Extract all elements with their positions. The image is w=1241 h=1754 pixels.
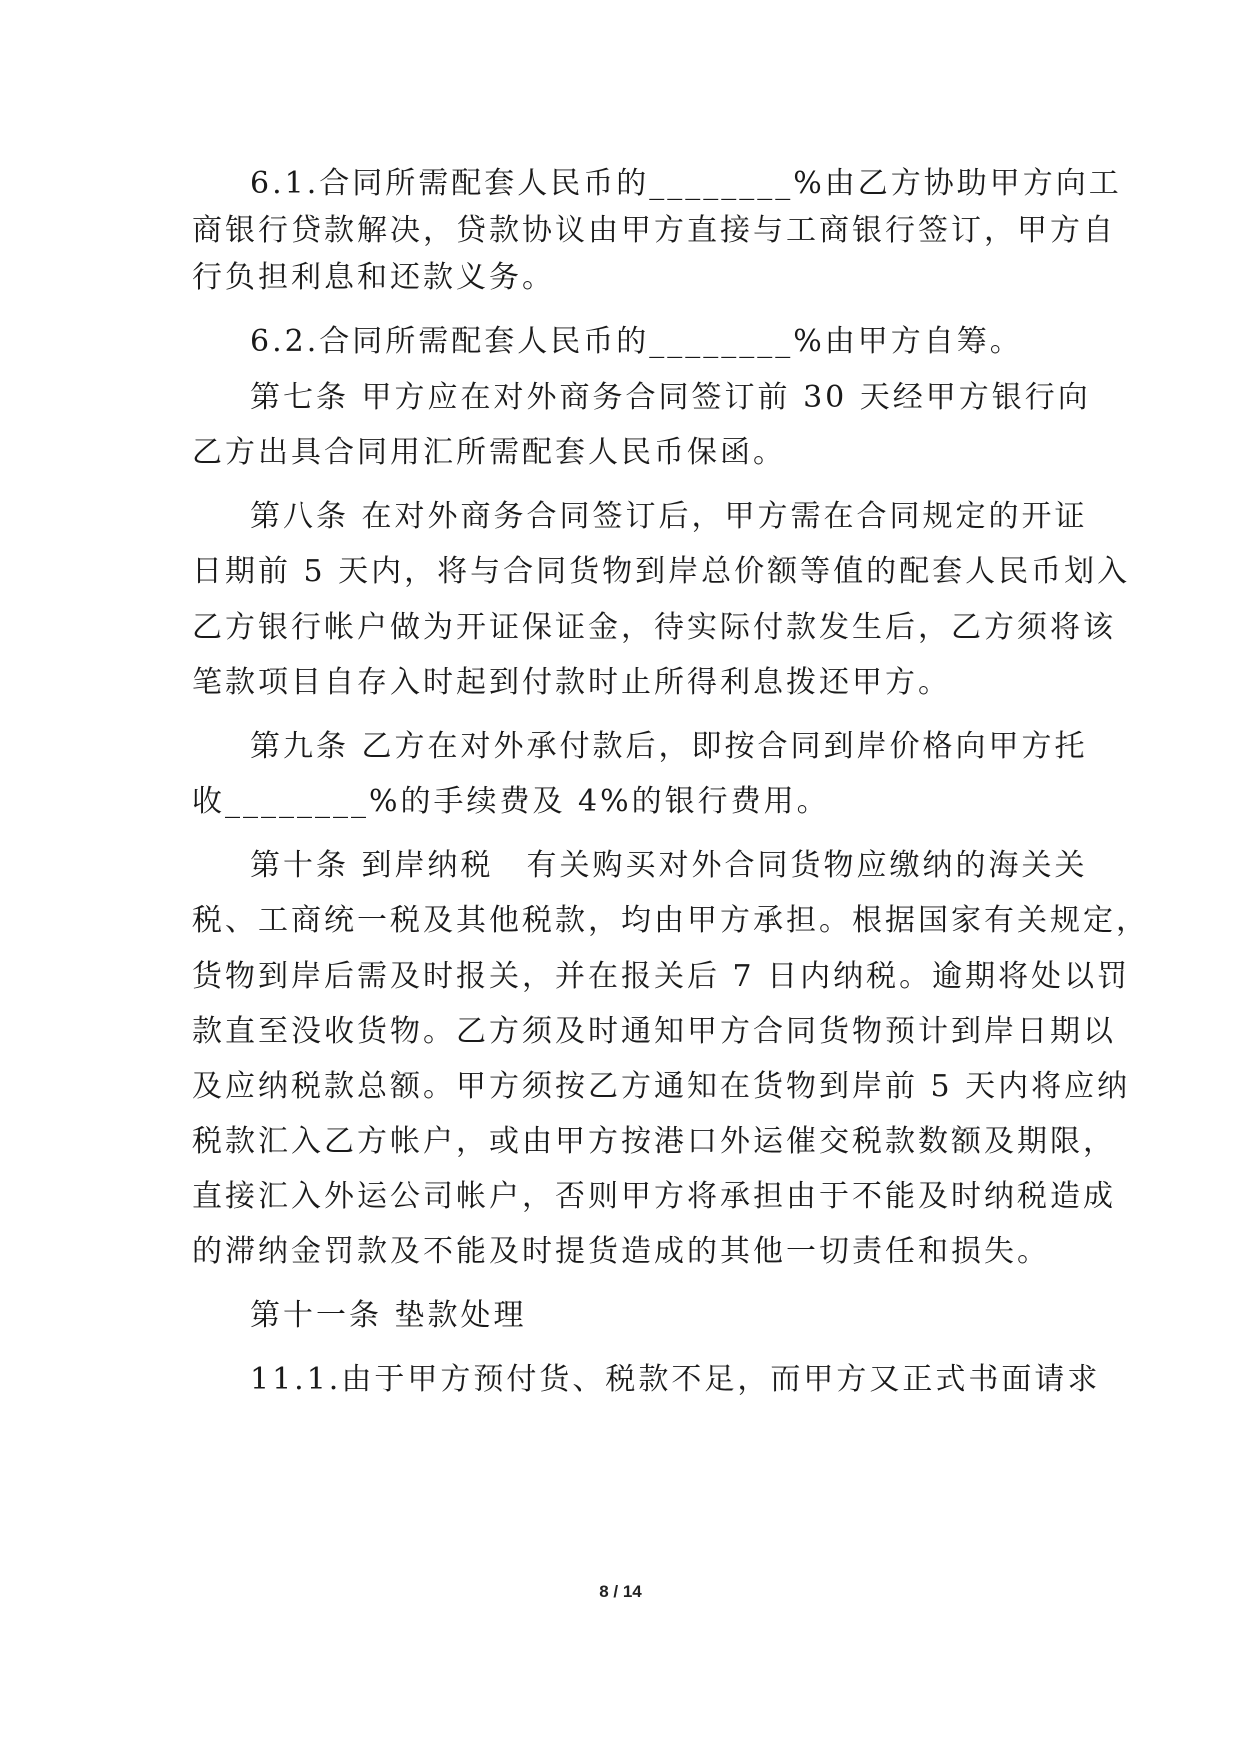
article-10-line-3: 货物到岸后需及时报关，并在报关后 7 日内纳税。逾期将处以罚: [192, 959, 1131, 994]
paragraph-6-1-line-3: 行负担利息和还款义务。: [192, 260, 555, 295]
paragraph-11-1-line-1: 11.1.由于甲方预付货、税款不足，而甲方又正式书面请求: [250, 1362, 1101, 1397]
article-9-line-2: 收________%的手续费及 4%的银行费用。: [192, 784, 830, 819]
article-11-heading: 第十一条 垫款处理: [250, 1298, 527, 1333]
article-9-line-1: 第九条 乙方在对外承付款后，即按合同到岸价格向甲方托: [250, 729, 1088, 764]
article-10-line-5: 及应纳税款总额。甲方须按乙方通知在货物到岸前 5 天内将应纳: [192, 1069, 1131, 1104]
article-10-line-4: 款直至没收货物。乙方须及时通知甲方合同货物预计到岸日期以: [192, 1014, 1116, 1049]
paragraph-6-1-line-1: 6.1.合同所需配套人民币的________%由乙方协助甲方向工: [250, 166, 1122, 201]
page-number: 8 / 14: [599, 1582, 642, 1601]
article-7-line-2: 乙方出具合同用汇所需配套人民币保函。: [192, 435, 786, 470]
article-10-line-2: 税、工商统一税及其他税款，均由甲方承担。根据国家有关规定，: [192, 903, 1149, 938]
article-8-line-1: 第八条 在对外商务合同签订后，甲方需在合同规定的开证: [250, 499, 1088, 534]
article-10-line-6: 税款汇入乙方帐户，或由甲方按港口外运催交税款数额及期限，: [192, 1124, 1116, 1159]
article-10-line-1: 第十条 到岸纳税 有关购买对外合同货物应缴纳的海关关: [250, 848, 1088, 883]
article-8-line-2: 日期前 5 天内，将与合同货物到岸总价额等值的配套人民币划入: [192, 554, 1131, 589]
paragraph-6-2-line-1: 6.2.合同所需配套人民币的________%由甲方自筹。: [250, 324, 1023, 359]
article-8-line-4: 笔款项目自存入时起到付款时止所得利息拨还甲方。: [192, 665, 951, 700]
paragraph-6-1-line-2: 商银行贷款解决，贷款协议由甲方直接与工商银行签订，甲方自: [192, 213, 1116, 248]
article-8-line-3: 乙方银行帐户做为开证保证金，待实际付款发生后，乙方须将该: [192, 610, 1116, 645]
article-10-line-8: 的滞纳金罚款及不能及时提货造成的其他一切责任和损失。: [192, 1234, 1050, 1269]
article-10-line-7: 直接汇入外运公司帐户，否则甲方将承担由于不能及时纳税造成: [192, 1179, 1116, 1214]
article-7-line-1: 第七条 甲方应在对外商务合同签订前 30 天经甲方银行向: [250, 380, 1091, 415]
